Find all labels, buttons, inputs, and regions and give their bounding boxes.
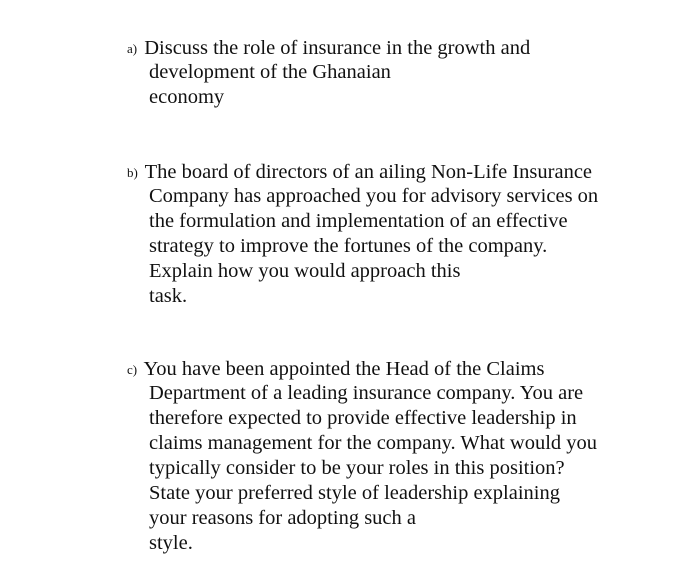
- question-c-marker: c): [127, 362, 138, 377]
- question-c-line-3: therefore expected to provide effective leadership in: [149, 407, 577, 429]
- question-b-marker: b): [127, 165, 138, 180]
- question-b-line-1: [127, 160, 592, 185]
- question-c-line-8: style.: [149, 532, 193, 554]
- question-c-line-1: [127, 357, 544, 382]
- question-a-line-2: development of the Ghanaian: [149, 61, 391, 83]
- question-b-line-2: Company has approached you for advisory services on: [149, 185, 599, 207]
- question-c-line-7: your reasons for adopting such a: [149, 507, 417, 529]
- question-c-line-6: State your preferred style of leadership explaining: [149, 482, 560, 504]
- question-c-line-4: claims management for the company. What would you: [149, 432, 598, 454]
- question-b-line-6: task.: [149, 285, 188, 307]
- question-a-line-3: economy: [149, 86, 225, 108]
- question-a-text-line-1: Discuss the role of insurance in the growth and: [144, 37, 531, 59]
- question-b-line-5: Explain how you would approach this: [149, 260, 461, 282]
- question-c-text-line-1: You have been appointed the Head of the Claims: [143, 358, 545, 380]
- question-b-text-line-1: The board of directors of an ailing Non-Life Insurance: [144, 161, 593, 183]
- question-a-marker: a): [127, 41, 138, 56]
- question-b-line-3: the formulation and implementation of an effective: [149, 210, 568, 232]
- question-b-line-4: strategy to improve the fortunes of the company.: [149, 235, 548, 257]
- question-a-line-1: [127, 36, 530, 61]
- question-c-line-5: typically consider to be your roles in this position?: [149, 457, 565, 479]
- question-c-line-2: Department of a leading insurance company. You are: [149, 382, 584, 404]
